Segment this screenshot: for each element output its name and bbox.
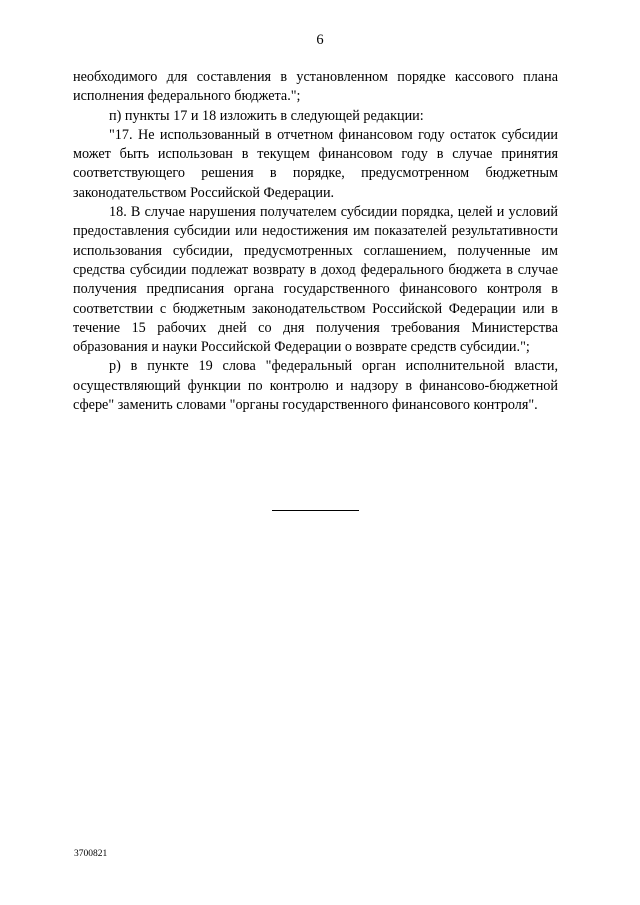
paragraph-continuation: необходимого для составления в установленном порядке кассового плана исполнения федерального бюджета."; — [73, 69, 558, 105]
paragraph-item-r: р) в пункте 19 слова "федеральный орган исполнительной власти, осуществляющий функции по контролю и надзору в финансово-бюджетной сфере" заменить словами "органы государственного финансового контроля". — [73, 358, 558, 414]
paragraph-clause-17: "17. Не использованный в отчетном финансовом году остаток субсидии может быть использован в текущем финансовом году в случае принятия соответствующего решения в порядке, предусмотренном бюджетным законодательством Российской Федерации. — [73, 126, 558, 201]
paragraph-item-p: п) пункты 17 и 18 изложить в следующей редакции: — [109, 107, 424, 124]
paragraph-clause-18: 18. В случае нарушения получателем субсидии порядка, целей и условий предоставления субсидии или недостижения им показателей результативности использования субсидии, предусмотренных соглашением, полученные им средства субсидии подлежат возврату в доход федерального бюджета в случае получения предписания органа государственного финансового контроля в соответствии с бюджетным законодательством Российской Федерации или в течение 15 рабочих дней со дня получения требования Министерства образования и науки Российской Федерации о возврате средств субсидии."; — [73, 204, 558, 356]
end-separator-line — [272, 510, 359, 511]
document-code: 3700821 — [74, 849, 108, 859]
document-body — [73, 68, 558, 415]
page-number: 6 — [316, 32, 324, 48]
